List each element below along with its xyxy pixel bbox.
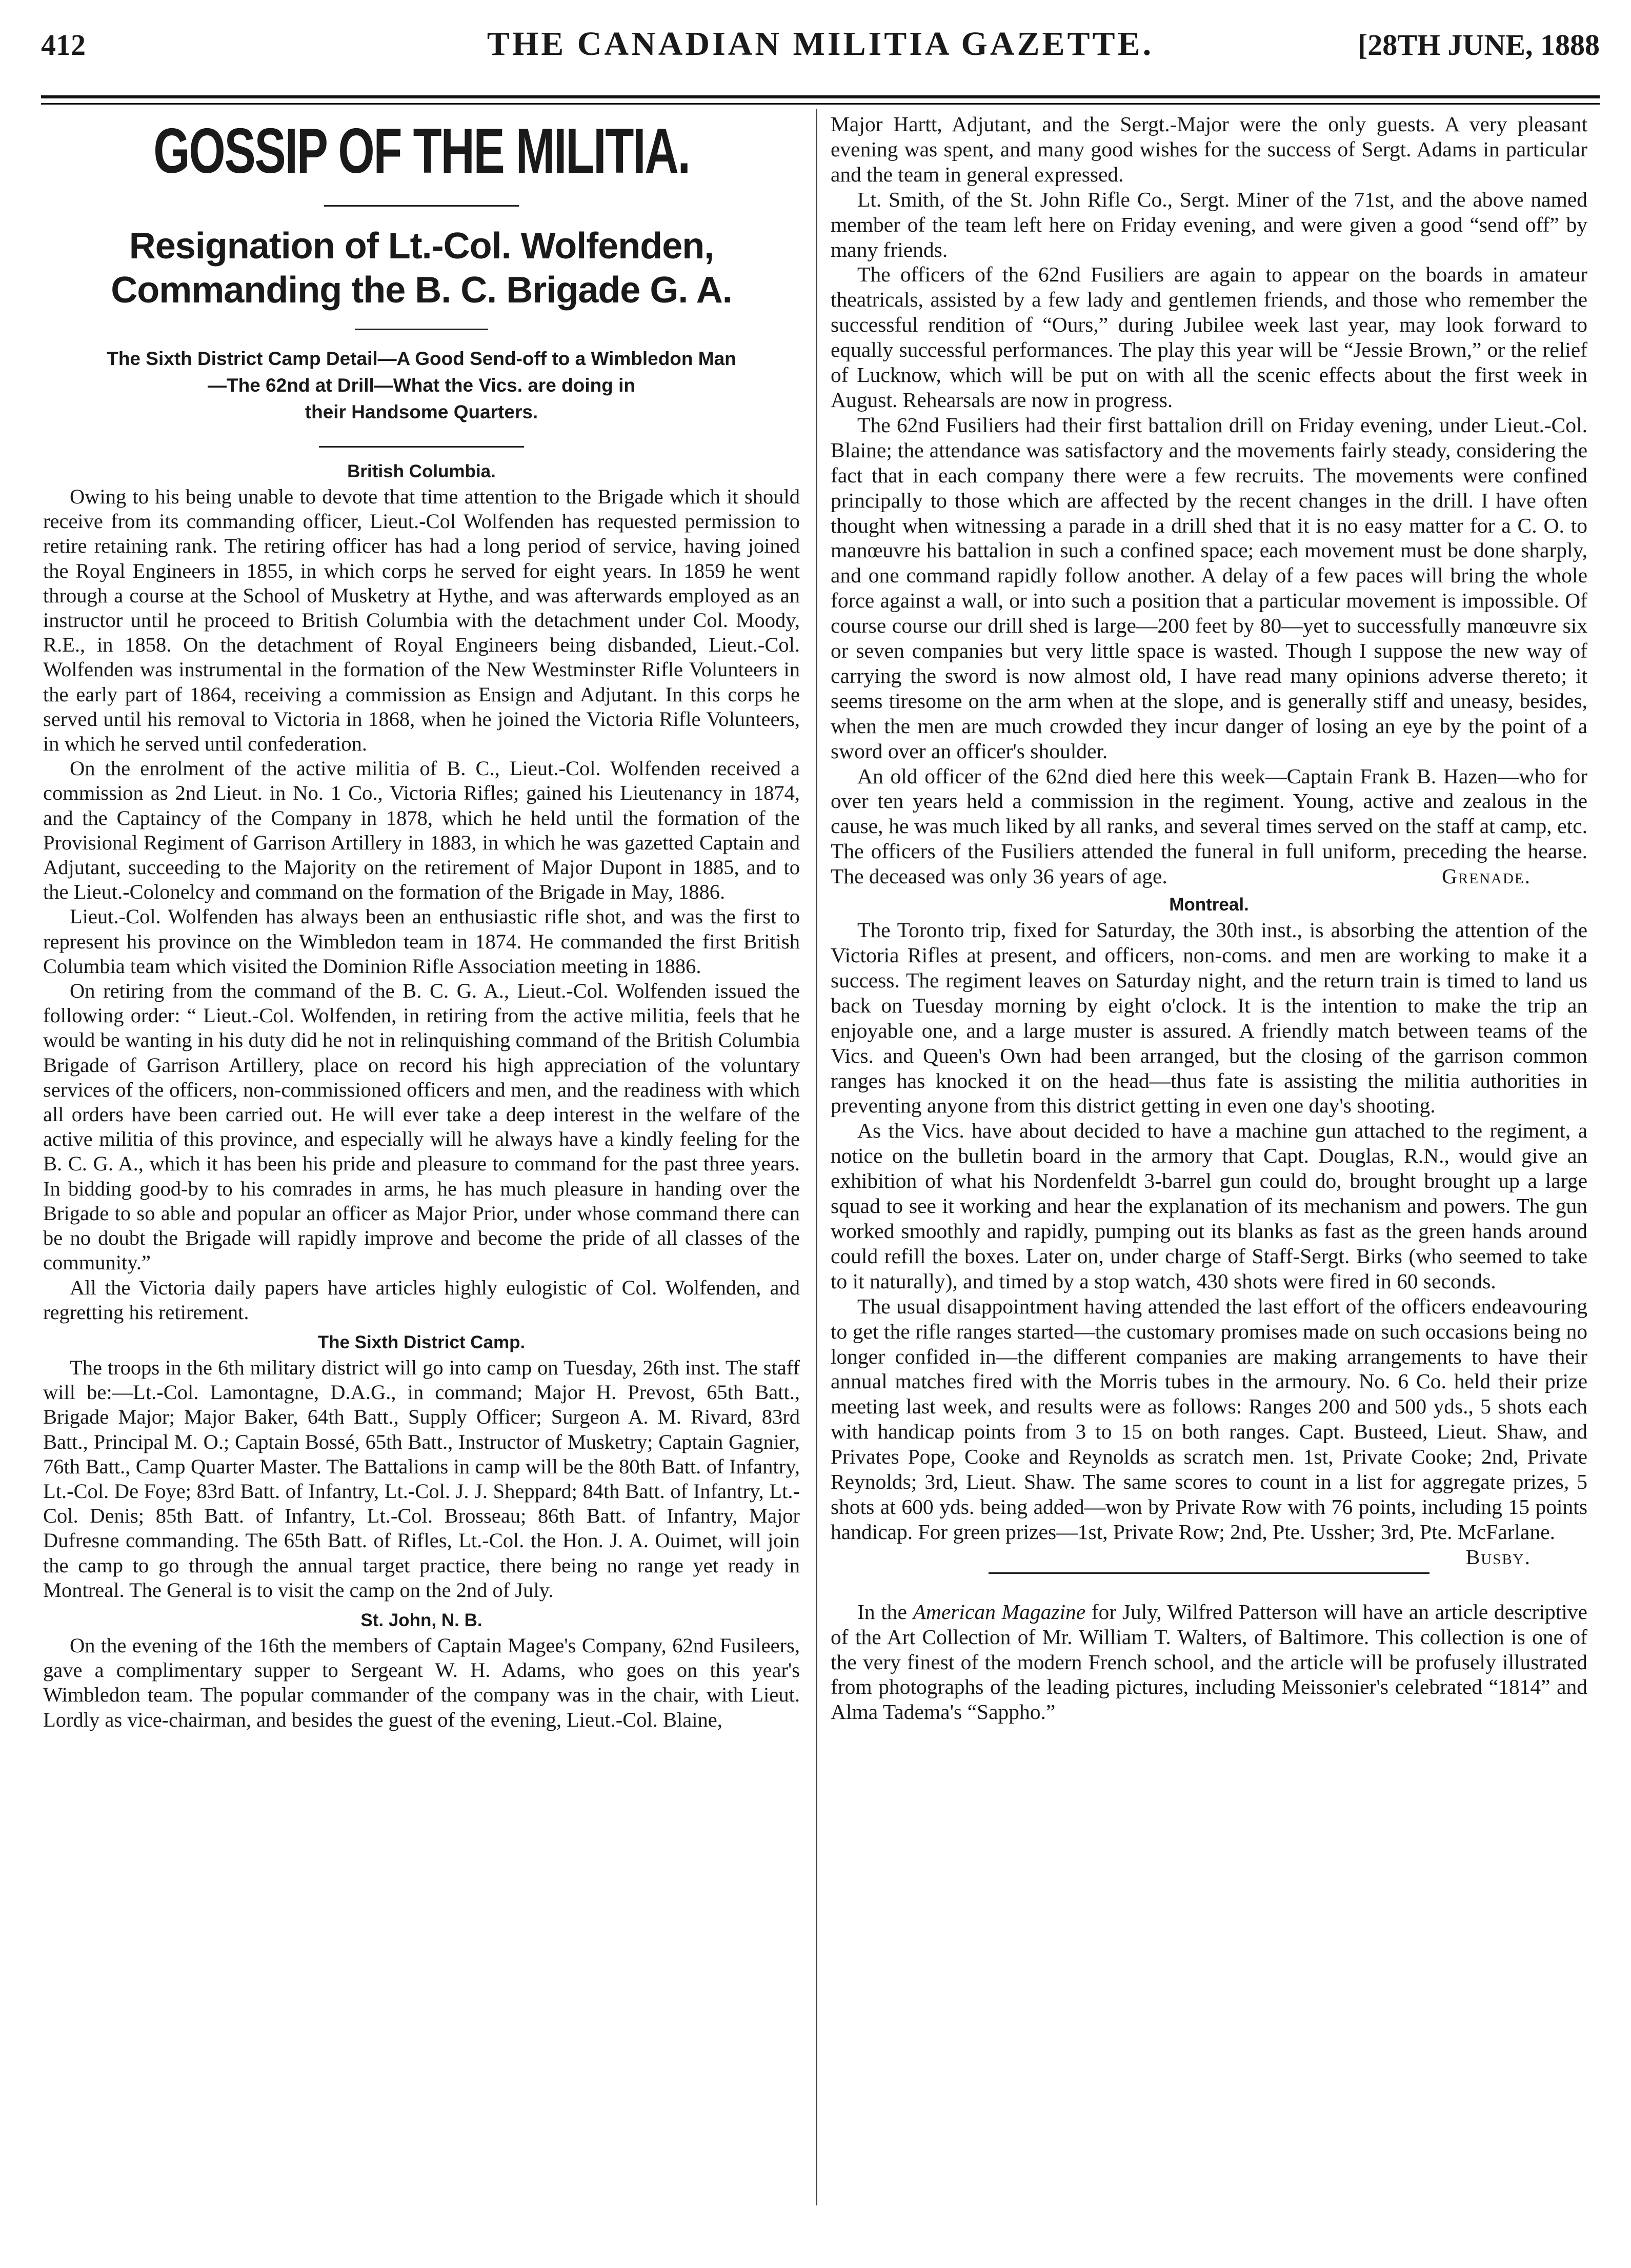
title-rule <box>324 205 519 207</box>
paragraph: Lieut.-Col. Wolfenden has always been an enthusiastic rifle shot, and was the first to represent his province on the Wimbledon team in 1874. He commanded the first British Columbia team which visited the Dominion Rifle Association meeting in 1886. <box>43 905 800 978</box>
montreal-heading: Montreal. <box>1169 895 1249 915</box>
paragraph: On the evening of the 16th the members of Captain Magee's Company, 62nd Fusileers, gave a complimentary supper to Sergeant W. H. Adams, who goes on this year's Wimbledon team. The popular commander of the company was in the chair, with Lieut. Lordly as vice-chairman, and besides the guest of the evening, Lieut.-Col. Blaine, <box>43 1633 800 1731</box>
paragraph <box>831 1294 1587 1569</box>
paragraph: Lt. Smith, of the St. John Rifle Co., Sergt. Miner of the 71st, and the above named member of the team left here on Friday evening, and were given a good “send off” by many friends. <box>831 187 1587 261</box>
paragraph: All the Victoria daily papers have articles highly eulogistic of Col. Wolfenden, and regretting his retirement. <box>43 1275 800 1324</box>
paragraph: The Toronto trip, fixed for Saturday, the 30th inst., is absorbing the attention of the Victoria Rifles at present, and officers, non-coms. and men are working to make it a success. The regiment leaves on Saturday night, and the return train is timed to land us back on Tuesday morning by eight o'clock. It is the intention to make the trip an enjoyable one, and a large muster is assured. A friendly match between teams of the Vics. and Queen's Own had been arranged, but the closing of the garrison common ranges has knocked it on the head—thus fate is assisting the militia authorities in preventing anyone from this district getting in even one day's shooting. <box>831 918 1587 1118</box>
deck-line-1: The Sixth District Camp Detail—A Good Send-off to a Wimbledon Man <box>107 348 736 369</box>
page-number: 412 <box>41 28 86 62</box>
deck-rule <box>319 446 524 448</box>
section-title: GOSSIP OF THE MILITIA. <box>153 116 690 187</box>
paragraph: The officers of the 62nd Fusiliers are again to appear on the boards in amateur theatricals, assisted by a few lady and gentlemen friends, and those who remember the successful rendition of “Ours,” during Jubilee week last year, may look forward to equally successful performances. The play this year will be “Jessie Brown,” or the relief of Lucknow, which will be put on with all the scenic effects about the first week in August. Rehearsals are now in progress. <box>831 262 1587 412</box>
paragraph: The 62nd Fusiliers had their first battalion drill on Friday evening, under Lieut.-Col. Blaine; the attendance was satisfactory and the movements fairly steady, considering the fact that in each company there were a few recruits. The movements were confined principally to those which are affected by the recent changes in the drill. I have often thought when witnessing a parade in a drill shed that it is no easy matter for a C. O. to manœuvre his battalion in such a confined space; each movement must be done sharply, and one command rapidly follow another. A delay of a few paces will bring the whole force against a wall, or into such a position that a particular movement is impossible. Of course course our drill shed is large—200 feet by 80—yet to successfully manœuvre six or seven companies but very little space is wasted. Though I suppose the new way of carrying the sword is now almost old, I have read many opinions adverse thereto; it seems tiresome on the arm when at the slope, and is generally stiff and uneasy, besides, when the men are much crowded they incur danger of losing an eye by the point of a sword over an officer's shoulder. <box>831 413 1587 763</box>
british-columbia-heading: British Columbia. <box>347 461 496 481</box>
sixth-district-camp-heading: The Sixth District Camp. <box>317 1332 526 1352</box>
page-header <box>41 21 1600 70</box>
deck-line-2: —The 62nd at Drill—What the Vics. are doing in <box>208 375 635 396</box>
header-rule <box>41 95 1600 98</box>
column-divider <box>816 109 817 2205</box>
issue-date: [28TH JUNE, 1888 <box>1357 28 1600 62</box>
publication-title: THE CANADIAN MILITIA GAZETTE. <box>487 25 1154 63</box>
paragraph <box>831 764 1587 889</box>
headline-rule <box>355 329 488 330</box>
text: In the <box>857 1599 913 1624</box>
st-john-heading: St. John, N. B. <box>360 1610 482 1630</box>
signature-busby: Busby. <box>1465 1545 1531 1569</box>
paragraph: On the enrolment of the active militia of B. C., Lieut.-Col. Wolfenden received a commission as 2nd Lieut. in No. 1 Co., Victoria Rifles; gained his Lieutenancy in 1874, and the Captaincy of the Company in 1878, which he held until the formation of the Provisional Regiment of Garrison Artillery in 1883, in which he was gazetted Captain and Adjutant, succeeding to the Majority on the retirement of Major Dupont in 1885, and to the Lieut.-Colonelcy and command on the formation of the Brigade in May, 1886. <box>43 757 800 904</box>
header-rule-thin <box>41 103 1600 105</box>
american-magazine-paragraph <box>831 1599 1587 1725</box>
paragraph-text: The usual disappointment having attended the last effort of the officers endeavouring to get the rifle ranges started—the customary promises made on such occasions being no longer confided in—the different companies are making arrangements to have their annual matches fired with the Morris tubes in the armoury. No. 6 Co. held their prize meeting last week, and results were as follows: Ranges 200 and 500 yds., 5 shots each with handicap points from 3 to 15 on both ranges. Capt. Busteed, Lieut. Shaw, and Privates Pope, Cooke and Reynolds as scratch men. 1st, Private Cooke; 2nd, Private Reynolds; 3rd, Lieut. Shaw. The same scores to count in a list for aggregate prizes, 5 shots at 600 yds. being added—won by Private Row with 76 points, including 15 points handicap. For green prizes—1st, Private Row; 2nd, Pte. Ussher; 3rd, Pte. McFarlane. <box>831 1294 1587 1544</box>
paragraph: As the Vics. have about decided to have a machine gun attached to the regiment, a notice on the bulletin board in the armory that Capt. Douglas, R.N., would give an exhibition of what his Nordenfeldt 3-barrel gun could do, brought brought up a large squad to see it working and hear the explanation of its mechanism and powers. The gun worked smoothly and rapidly, pumping out its blanks as fast as the green hands around could refill the boxes. Later on, under charge of Staff-Sergt. Birks (who seemed to take to it naturally), and timed by a stop watch, 430 shots were fired in 60 seconds. <box>831 1119 1587 1293</box>
article-headline: Resignation of Lt.-Col. Wolfenden, Commanding the B. C. Brigade G. A. <box>111 226 732 311</box>
paragraph: The troops in the 6th military district will go into camp on Tuesday, 26th inst. The staff will be:—Lt.-Col. Lamontagne, D.A.G., in command; Major H. Prevost, 65th Batt., Brigade Major; Major Baker, 64th Batt., Supply Officer; Surgeon A. M. Rivard, 83rd Batt., Principal M. O.; Captain Bossé, 65th Batt., Instructor of Musketry; Captain Gagnier, 76th Batt., Camp Quarter Master. The Battalions in camp will be the 80th Batt. of Infantry, Lt.-Col. De Foye; 83rd Batt. of Infantry, Lt.-Col. J. J. Sheppard; 84th Batt. of Infantry, Lt.-Col. Denis; 85th Batt. of Infantry, Lt.-Col. Brosseau; 86th Batt. of Infantry, Major Dufresne commanding. The 65th Batt. of Rifles, Lt.-Col. the Hon. J. A. Ouimet, will join the camp to go through the annual target practice, there being no range yet ready in Montreal. The General is to visit the camp on the 2nd of July. <box>43 1355 800 1602</box>
right-column <box>831 112 1587 1725</box>
magazine-title: American Magazine <box>913 1599 1086 1624</box>
section-rule <box>989 1572 1429 1574</box>
paragraph-continued: Major Hartt, Adjutant, and the Sergt.-Major were the only guests. A very pleasant evening was spent, and many good wishes for the success of Sergt. Adams in particular and the team in general expressed. <box>831 112 1587 186</box>
signature-grenade: Grenade. <box>1442 864 1531 888</box>
text: for July, Wilfred Patterson will have an article descriptive of the Art Collection of Mr. William T. Walters, of Baltimore. This collection is one of the very finest of the modern French school, and the article will be profusely illustrated from photographs of the leading pictures, including Meissonier's celebrated “1814” and Alma Tadema's “Sappho.” <box>831 1599 1587 1724</box>
left-column <box>43 112 800 1732</box>
paragraph: On retiring from the command of the B. C. G. A., Lieut.-Col. Wolfenden issued the following order: “ Lieut.-Col. Wolfenden, in retiring from the active militia, feels that he would be wanting in his duty did he not in relinquishing command of the British Columbia Brigade of Garrison Artillery, place on record his high appreciation of the voluntary services of the officers, non-commissioned officers and men, and the readiness with which all orders have been carried out. He will ever take a deep interest in the welfare of the active militia of this province, and especially will he always have a kindly feeling for the B. C. G. A., which it has been his pride and pleasure to command for the past three years. In bidding good-by to his comrades in arms, he has much pleasure in handing over the Brigade to so able and popular an officer as Major Prior, under whose command there can be no doubt the Brigade will rapidly improve and become the pride of all classes of the community.” <box>43 979 800 1274</box>
paragraph-text: An old officer of the 62nd died here this week—Captain Frank B. Hazen—who for over ten years held a commission in the regiment. Young, active and zealous in the cause, he was much liked by all ranks, and several times served on the staff at camp, etc. The officers of the Fusiliers attended the funeral in full uniform, preceding the hearse. The deceased was only 36 years of age. <box>831 764 1587 888</box>
paragraph: Owing to his being unable to devote that time attention to the Brigade which it should receive from its commanding officer, Lieut.-Col Wolfenden has requested permission to retire retaining rank. The retiring officer has had a long period of service, having joined the Royal Engineers in 1855, in which corps he served for eight years. In 1859 he went through a course at the School of Musketry at Hythe, and was afterwards employed as an instructor until he proceed to British Columbia with the detachment under Col. Moody, R.E., in 1858. On the detachment of Royal Engineers being disbanded, Lieut.-Col. Wolfenden was instrumental in the formation of the New Westminster Rifle Volunteers in the early part of 1864, receiving a commission as Ensign and Adjutant. In this corps he served until his removal to Victoria in 1868, when he joined the Victoria Rifle Volunteers, in which he served until confederation. <box>43 485 800 756</box>
deck-line-3: their Handsome Quarters. <box>305 401 538 422</box>
